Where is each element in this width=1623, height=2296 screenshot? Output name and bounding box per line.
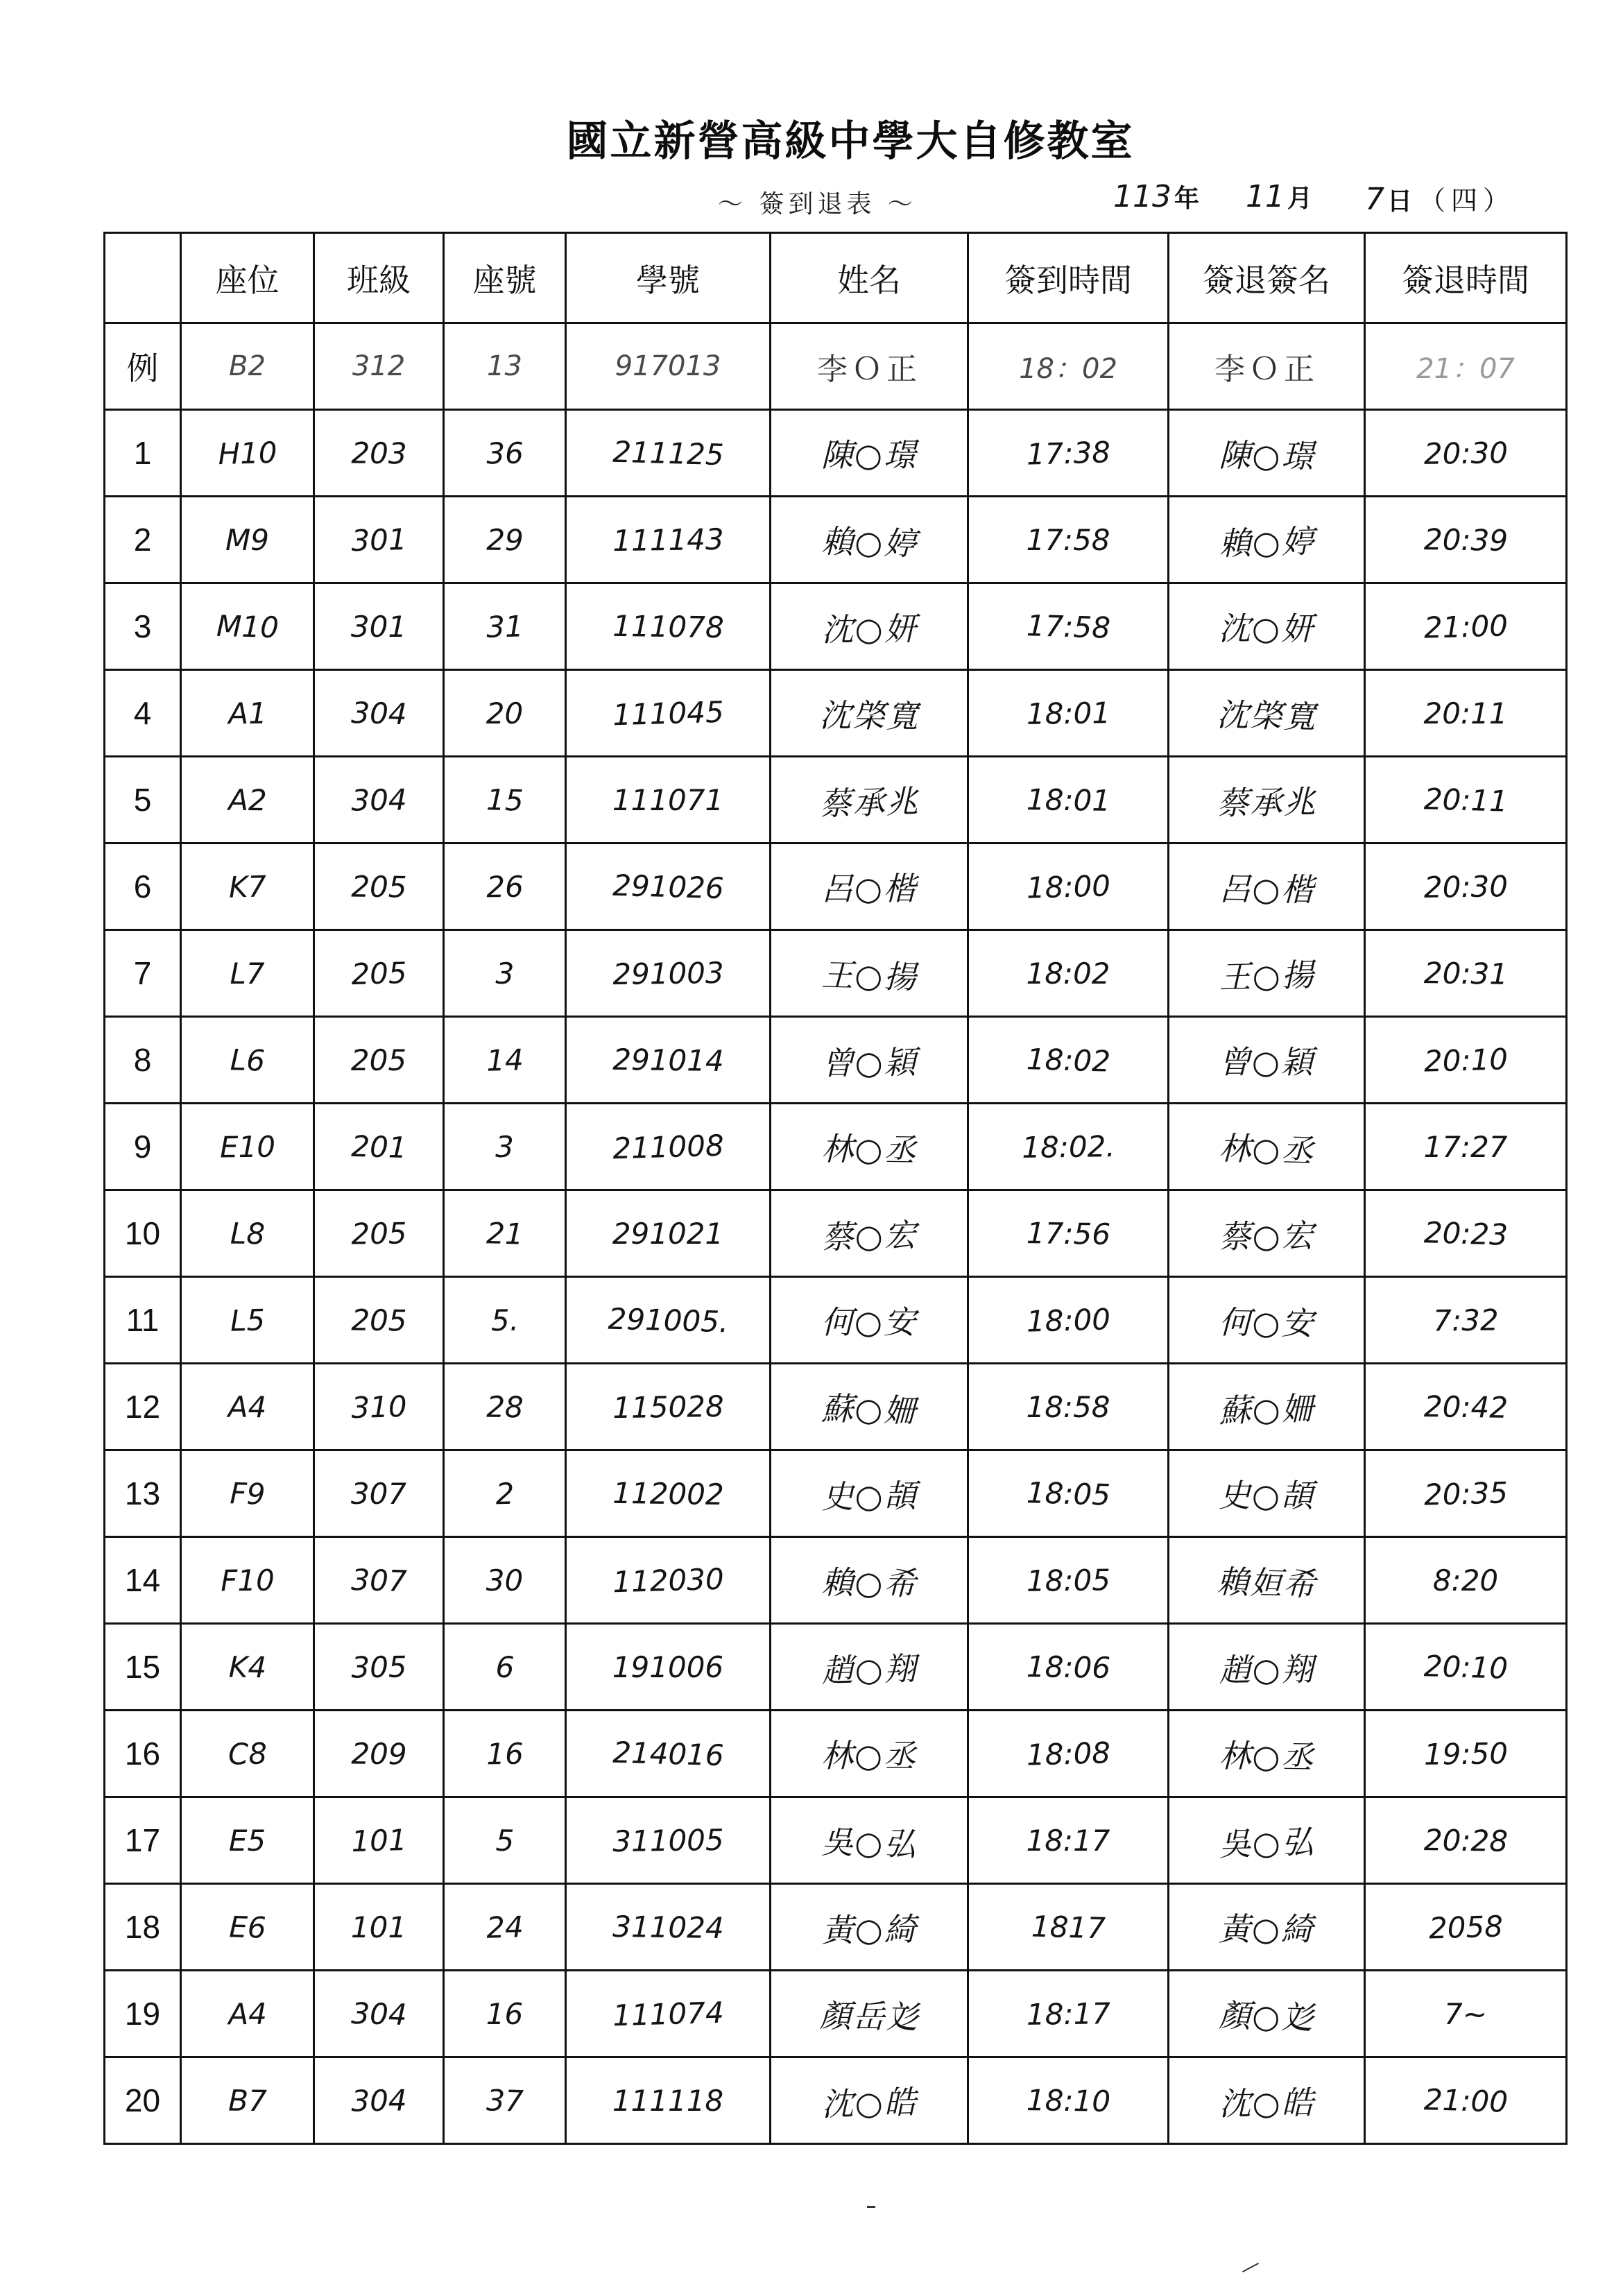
student-id-cell: 111071 bbox=[566, 757, 771, 843]
class-cell: 305 bbox=[314, 1622, 445, 1711]
sign-out-signature-cell: 黃○綺 bbox=[1169, 1884, 1365, 1971]
row-number: 14 bbox=[105, 1537, 181, 1624]
seat-cell: A4 bbox=[180, 1969, 315, 2058]
student-id-cell: 291003 bbox=[565, 928, 771, 1018]
name-cell: 史○頡 bbox=[770, 1449, 969, 1539]
seat-number-cell: 5 bbox=[443, 1796, 567, 1884]
seat-cell: L7 bbox=[181, 930, 314, 1017]
sign-out-signature-cell: 何○安 bbox=[1168, 1276, 1366, 1365]
sign-out-signature-cell: 顏○彣 bbox=[1167, 1968, 1366, 2060]
seat-number-cell: 2 bbox=[443, 1448, 567, 1539]
name-cell: 李Ｏ正 bbox=[771, 323, 968, 410]
name-cell: 呂○楷 bbox=[771, 843, 968, 930]
name-cell: 曾○穎 bbox=[770, 1016, 969, 1105]
class-cell: 101 bbox=[313, 1795, 445, 1885]
seat-cell: A1 bbox=[180, 669, 315, 757]
column-header-sign-out-signature: 簽退簽名 bbox=[1169, 233, 1365, 323]
sign-out-time-cell: 20:28 bbox=[1364, 1795, 1568, 1885]
seat-number-cell: 37 bbox=[443, 2055, 567, 2145]
sign-out-time-cell: 20:11 bbox=[1364, 753, 1568, 846]
sign-in-time-cell: 18:05 bbox=[967, 1447, 1169, 1539]
name-cell: 蔡○宏 bbox=[769, 1188, 969, 1280]
class-cell: 205 bbox=[313, 928, 445, 1018]
example-row bbox=[105, 323, 1567, 410]
sign-out-time-cell: 7~ bbox=[1365, 1971, 1567, 2057]
sign-out-signature-cell: 吳○弘 bbox=[1167, 1794, 1366, 1887]
sign-in-time-cell: 18：02 bbox=[968, 323, 1169, 410]
sign-out-time-cell: 20:42 bbox=[1364, 1362, 1568, 1451]
sign-out-time-cell: 20:10 bbox=[1364, 1013, 1568, 1106]
sign-out-time-cell: 20:35 bbox=[1364, 1447, 1568, 1539]
row-number: 9 bbox=[105, 1104, 181, 1190]
row-number: 10 bbox=[105, 1190, 181, 1277]
sign-out-signature-cell: 蘇○姍 bbox=[1167, 1361, 1366, 1453]
seat-cell: B2 bbox=[181, 323, 314, 410]
row-number: 4 bbox=[105, 670, 181, 757]
year-value: 113 bbox=[1113, 179, 1171, 214]
name-cell: 賴○希 bbox=[770, 1536, 969, 1625]
row-number: 8 bbox=[105, 1017, 181, 1104]
month-label: 月 bbox=[1287, 184, 1313, 213]
seat-cell: M10 bbox=[180, 581, 315, 671]
sign-in-out-table bbox=[103, 232, 1568, 2145]
table-row bbox=[105, 930, 1567, 1017]
sign-out-time-cell: 21:00 bbox=[1364, 2054, 1568, 2146]
date-day bbox=[1365, 179, 1515, 217]
sign-in-time-cell: 17:58 bbox=[968, 497, 1169, 583]
sign-out-signature-cell: 沈○皓 bbox=[1168, 2056, 1366, 2145]
table-row bbox=[105, 1190, 1567, 1277]
student-id-cell: 917013 bbox=[566, 323, 771, 410]
table-row bbox=[105, 1971, 1567, 2057]
name-cell: 蔡承兆 bbox=[769, 754, 969, 846]
student-id-cell: 111074 bbox=[565, 1967, 771, 2059]
class-cell: 205 bbox=[314, 1276, 445, 1364]
student-id-cell: 191006 bbox=[566, 1624, 771, 1711]
sign-in-time-cell: 18:00 bbox=[967, 840, 1169, 932]
sign-out-time-cell: 21:00 bbox=[1364, 580, 1568, 672]
sign-out-signature-cell: 蔡承兆 bbox=[1168, 755, 1366, 845]
seat-number-cell: 3 bbox=[443, 929, 567, 1017]
seat-cell: E10 bbox=[180, 1102, 315, 1191]
column-header-name: 姓名 bbox=[771, 233, 968, 323]
year-label: 年 bbox=[1174, 184, 1199, 213]
student-id-cell: 211125 bbox=[565, 406, 771, 499]
class-cell: 310 bbox=[313, 1362, 445, 1452]
sign-out-time-cell: 21：07 bbox=[1365, 323, 1567, 410]
table-row bbox=[105, 670, 1567, 757]
sign-in-time-cell: 18:02. bbox=[968, 1102, 1169, 1191]
seat-cell: E5 bbox=[181, 1797, 314, 1884]
seat-cell: L8 bbox=[180, 1189, 315, 1278]
class-cell: 205 bbox=[314, 1017, 444, 1104]
class-cell: 301 bbox=[313, 495, 445, 585]
table-row bbox=[105, 583, 1567, 670]
seat-number-cell: 36 bbox=[443, 409, 567, 497]
date-month bbox=[1246, 179, 1312, 214]
sign-in-time-cell: 17:38 bbox=[967, 406, 1169, 499]
name-cell: 何○安 bbox=[771, 1277, 968, 1364]
student-id-cell: 291014 bbox=[565, 1015, 771, 1104]
weekday: （四） bbox=[1419, 185, 1515, 216]
student-id-cell: 311024 bbox=[565, 1882, 771, 1971]
class-cell: 209 bbox=[314, 1709, 445, 1798]
seat-number-cell: 20 bbox=[444, 670, 566, 757]
table-row bbox=[105, 410, 1567, 497]
seat-number-cell: 15 bbox=[443, 755, 567, 845]
sign-in-time-cell: 17:56 bbox=[968, 1188, 1169, 1278]
sign-in-time-cell: 18:58 bbox=[968, 1364, 1169, 1450]
name-cell: 沈棨寬 bbox=[770, 669, 969, 758]
corner-cell bbox=[105, 233, 181, 323]
sign-in-time-cell: 1817 bbox=[967, 1881, 1169, 1973]
student-id-cell: 115028 bbox=[565, 1362, 771, 1451]
name-cell: 賴○婷 bbox=[769, 494, 969, 586]
class-cell: 307 bbox=[314, 1450, 444, 1537]
sign-in-time-cell: 18:02 bbox=[968, 930, 1169, 1017]
sign-out-signature-cell: 趙○翔 bbox=[1168, 1622, 1366, 1712]
sign-out-time-cell: 19:50 bbox=[1364, 1708, 1568, 1798]
column-header-class: 班級 bbox=[314, 233, 444, 323]
student-id-cell: 112002 bbox=[565, 1448, 771, 1538]
seat-number-cell: 21 bbox=[443, 1188, 567, 1278]
class-cell: 304 bbox=[314, 2056, 445, 2145]
row-number: 2 bbox=[105, 497, 181, 583]
row-number: 20 bbox=[105, 2057, 181, 2144]
sign-out-signature-cell: 林○丞 bbox=[1168, 1709, 1366, 1799]
class-cell: 101 bbox=[314, 1884, 444, 1971]
student-id-cell: 111078 bbox=[565, 581, 771, 671]
column-header-sign-out-time: 簽退時間 bbox=[1365, 233, 1567, 323]
class-cell: 201 bbox=[313, 1102, 445, 1192]
table-row bbox=[105, 1884, 1567, 1971]
month-value: 11 bbox=[1246, 179, 1285, 214]
student-id-cell: 214016 bbox=[565, 1707, 771, 1799]
sign-out-signature-cell: 王○揚 bbox=[1167, 927, 1366, 1020]
sign-in-time-cell: 18:01 bbox=[968, 755, 1169, 844]
table-row bbox=[105, 1537, 1567, 1624]
sign-in-time-cell: 18:06 bbox=[968, 1622, 1169, 1711]
student-id-cell: 291026 bbox=[565, 840, 771, 932]
seat-number-cell: 26 bbox=[443, 842, 567, 930]
row-number: 7 bbox=[105, 930, 181, 1017]
row-number: 19 bbox=[105, 1971, 181, 2057]
seat-cell: A2 bbox=[180, 755, 315, 844]
sign-out-signature-cell: 李Ｏ正 bbox=[1169, 323, 1365, 410]
date-year bbox=[1113, 179, 1199, 214]
seat-cell: L5 bbox=[180, 1275, 315, 1365]
sign-out-signature-cell: 蔡○宏 bbox=[1168, 1189, 1366, 1278]
row-number: 3 bbox=[105, 583, 181, 670]
class-cell: 307 bbox=[313, 1535, 445, 1625]
row-number: 17 bbox=[105, 1797, 181, 1884]
table-row bbox=[105, 1450, 1567, 1537]
student-id-cell: 112030 bbox=[565, 1534, 771, 1626]
seat-number-cell: 29 bbox=[443, 495, 567, 583]
seat-cell: F9 bbox=[180, 1448, 315, 1539]
column-header-seat-number: 座號 bbox=[444, 233, 566, 323]
row-number: 15 bbox=[105, 1624, 181, 1711]
scan-mark bbox=[867, 2206, 875, 2208]
table-row bbox=[105, 1104, 1567, 1190]
seat-cell: C8 bbox=[180, 1708, 315, 1799]
page-title: 國立新營高級中學大自修教室 bbox=[566, 117, 1135, 166]
seat-cell: F10 bbox=[180, 1536, 315, 1625]
row-number: 6 bbox=[105, 843, 181, 930]
seat-cell: M9 bbox=[181, 497, 314, 583]
sign-out-signature-cell: 呂○楷 bbox=[1168, 842, 1366, 932]
seat-number-cell: 30 bbox=[444, 1537, 566, 1624]
name-cell: 吳○弘 bbox=[769, 1794, 969, 1887]
student-id-cell: 211008 bbox=[565, 1100, 771, 1192]
sign-out-signature-cell: 沈○妍 bbox=[1169, 583, 1365, 670]
name-cell: 林○丞 bbox=[771, 1711, 968, 1797]
sign-in-time-cell: 18:02 bbox=[967, 1013, 1169, 1106]
sign-out-time-cell: 17:27 bbox=[1365, 1104, 1567, 1190]
seat-number-cell: 13 bbox=[444, 323, 566, 410]
class-cell: 205 bbox=[314, 1189, 445, 1278]
student-id-cell: 311005 bbox=[565, 1795, 771, 1885]
sign-out-time-cell: 20:11 bbox=[1365, 670, 1567, 757]
seat-cell: H10 bbox=[180, 408, 315, 498]
sign-in-time-cell: 18:01 bbox=[968, 668, 1169, 757]
seat-cell: B7 bbox=[180, 2056, 315, 2145]
class-cell: 304 bbox=[313, 1969, 445, 2059]
column-header-student-id: 學號 bbox=[566, 233, 771, 323]
seat-number-cell: 5. bbox=[443, 1276, 567, 1364]
table-row bbox=[105, 1277, 1567, 1364]
row-number: 1 bbox=[105, 410, 181, 497]
row-number: 12 bbox=[105, 1364, 181, 1450]
sign-out-time-cell: 20:23 bbox=[1364, 1187, 1568, 1279]
scan-mark bbox=[1242, 2263, 1259, 2272]
class-cell: 205 bbox=[314, 842, 445, 931]
class-cell: 304 bbox=[313, 668, 445, 758]
sign-in-time-cell: 18:17 bbox=[968, 1797, 1169, 1884]
seat-number-cell: 16 bbox=[443, 1709, 567, 1797]
seat-cell: L6 bbox=[180, 1015, 315, 1105]
name-cell: 陳○璟 bbox=[771, 410, 968, 497]
table-row bbox=[105, 1017, 1567, 1104]
sign-out-signature-cell: 沈棨寬 bbox=[1167, 667, 1366, 760]
seat-number-cell: 14 bbox=[443, 1015, 567, 1105]
table-row bbox=[105, 757, 1567, 843]
table-row bbox=[105, 2057, 1567, 2144]
sign-in-time-cell: 18:10 bbox=[968, 2055, 1169, 2145]
sign-out-signature-cell: 陳○璟 bbox=[1168, 409, 1366, 498]
sign-in-time-cell: 18:08 bbox=[967, 1707, 1169, 1799]
class-cell: 203 bbox=[314, 409, 445, 497]
sign-out-time-cell: 20:30 bbox=[1364, 408, 1568, 497]
table-row bbox=[105, 843, 1567, 930]
name-cell: 蘇○姍 bbox=[769, 1361, 969, 1453]
sign-out-signature-cell: 曾○穎 bbox=[1169, 1017, 1365, 1104]
sign-in-time-cell: 18:05 bbox=[968, 1535, 1169, 1625]
sign-out-time-cell: 20:10 bbox=[1364, 1620, 1568, 1713]
name-cell: 趙○翔 bbox=[769, 1621, 969, 1713]
seat-cell: K4 bbox=[180, 1622, 315, 1711]
row-number: 11 bbox=[105, 1277, 181, 1364]
name-cell: 沈○皓 bbox=[769, 2055, 969, 2147]
sign-in-time-cell: 18:00 bbox=[967, 1274, 1169, 1366]
name-cell: 王○揚 bbox=[769, 927, 969, 1020]
class-cell: 301 bbox=[314, 583, 444, 670]
sign-out-time-cell: 8:20 bbox=[1365, 1537, 1567, 1624]
row-number: 13 bbox=[105, 1450, 181, 1537]
sign-in-time-cell: 18:17 bbox=[968, 1969, 1169, 2058]
seat-cell: E6 bbox=[180, 1882, 315, 1972]
student-id-cell: 291005. bbox=[565, 1274, 771, 1366]
table-row bbox=[105, 1624, 1567, 1711]
seat-cell: A4 bbox=[181, 1364, 314, 1450]
table-row bbox=[105, 1364, 1567, 1450]
row-number: 5 bbox=[105, 757, 181, 843]
header-row bbox=[105, 233, 1567, 323]
sign-out-time-cell: 7:32 bbox=[1364, 1275, 1568, 1364]
sign-out-signature-cell: 賴○婷 bbox=[1167, 494, 1366, 586]
row-number: 18 bbox=[105, 1884, 181, 1971]
sign-out-time-cell: 2058 bbox=[1364, 1881, 1568, 1973]
seat-number-cell: 16 bbox=[444, 1971, 566, 2057]
sign-out-time-cell: 20:31 bbox=[1364, 928, 1568, 1018]
name-cell: 林○丞 bbox=[770, 1102, 969, 1192]
student-id-cell: 111045 bbox=[565, 667, 771, 759]
student-id-cell: 111143 bbox=[565, 495, 771, 584]
table-row bbox=[105, 1797, 1567, 1884]
seat-number-cell: 24 bbox=[443, 1882, 567, 1972]
seat-number-cell: 31 bbox=[443, 581, 567, 671]
student-id-cell: 111118 bbox=[566, 2057, 771, 2144]
seat-cell: K7 bbox=[180, 841, 315, 932]
seat-number-cell: 6 bbox=[443, 1622, 567, 1712]
table-row bbox=[105, 497, 1567, 583]
day-label: 日 bbox=[1387, 187, 1413, 216]
form-subtitle: ～ 簽到退表 ～ bbox=[718, 190, 917, 219]
example-label: 例 bbox=[105, 323, 181, 410]
sign-out-time-cell: 20:30 bbox=[1364, 841, 1568, 931]
sign-in-time-cell: 17:58 bbox=[967, 580, 1169, 672]
day-value: 7 bbox=[1365, 182, 1384, 217]
seat-number-cell: 28 bbox=[443, 1362, 567, 1450]
student-id-cell: 291021 bbox=[566, 1190, 771, 1277]
sign-out-signature-cell: 賴姮希 bbox=[1167, 1534, 1366, 1627]
sign-out-time-cell: 20:39 bbox=[1364, 495, 1568, 584]
sign-out-signature-cell: 史○頡 bbox=[1169, 1450, 1365, 1537]
name-cell: 顏岳彣 bbox=[770, 1969, 969, 2059]
seat-number-cell: 3 bbox=[444, 1104, 566, 1190]
column-header-seat: 座位 bbox=[181, 233, 314, 323]
column-header-sign-in-time: 簽到時間 bbox=[968, 233, 1169, 323]
row-number: 16 bbox=[105, 1711, 181, 1797]
name-cell: 沈○妍 bbox=[770, 582, 969, 671]
sign-out-signature-cell: 林○丞 bbox=[1167, 1101, 1366, 1193]
class-cell: 312 bbox=[314, 323, 444, 410]
class-cell: 304 bbox=[314, 755, 445, 844]
table-row bbox=[105, 1711, 1567, 1797]
name-cell: 黃○綺 bbox=[770, 1883, 969, 1972]
